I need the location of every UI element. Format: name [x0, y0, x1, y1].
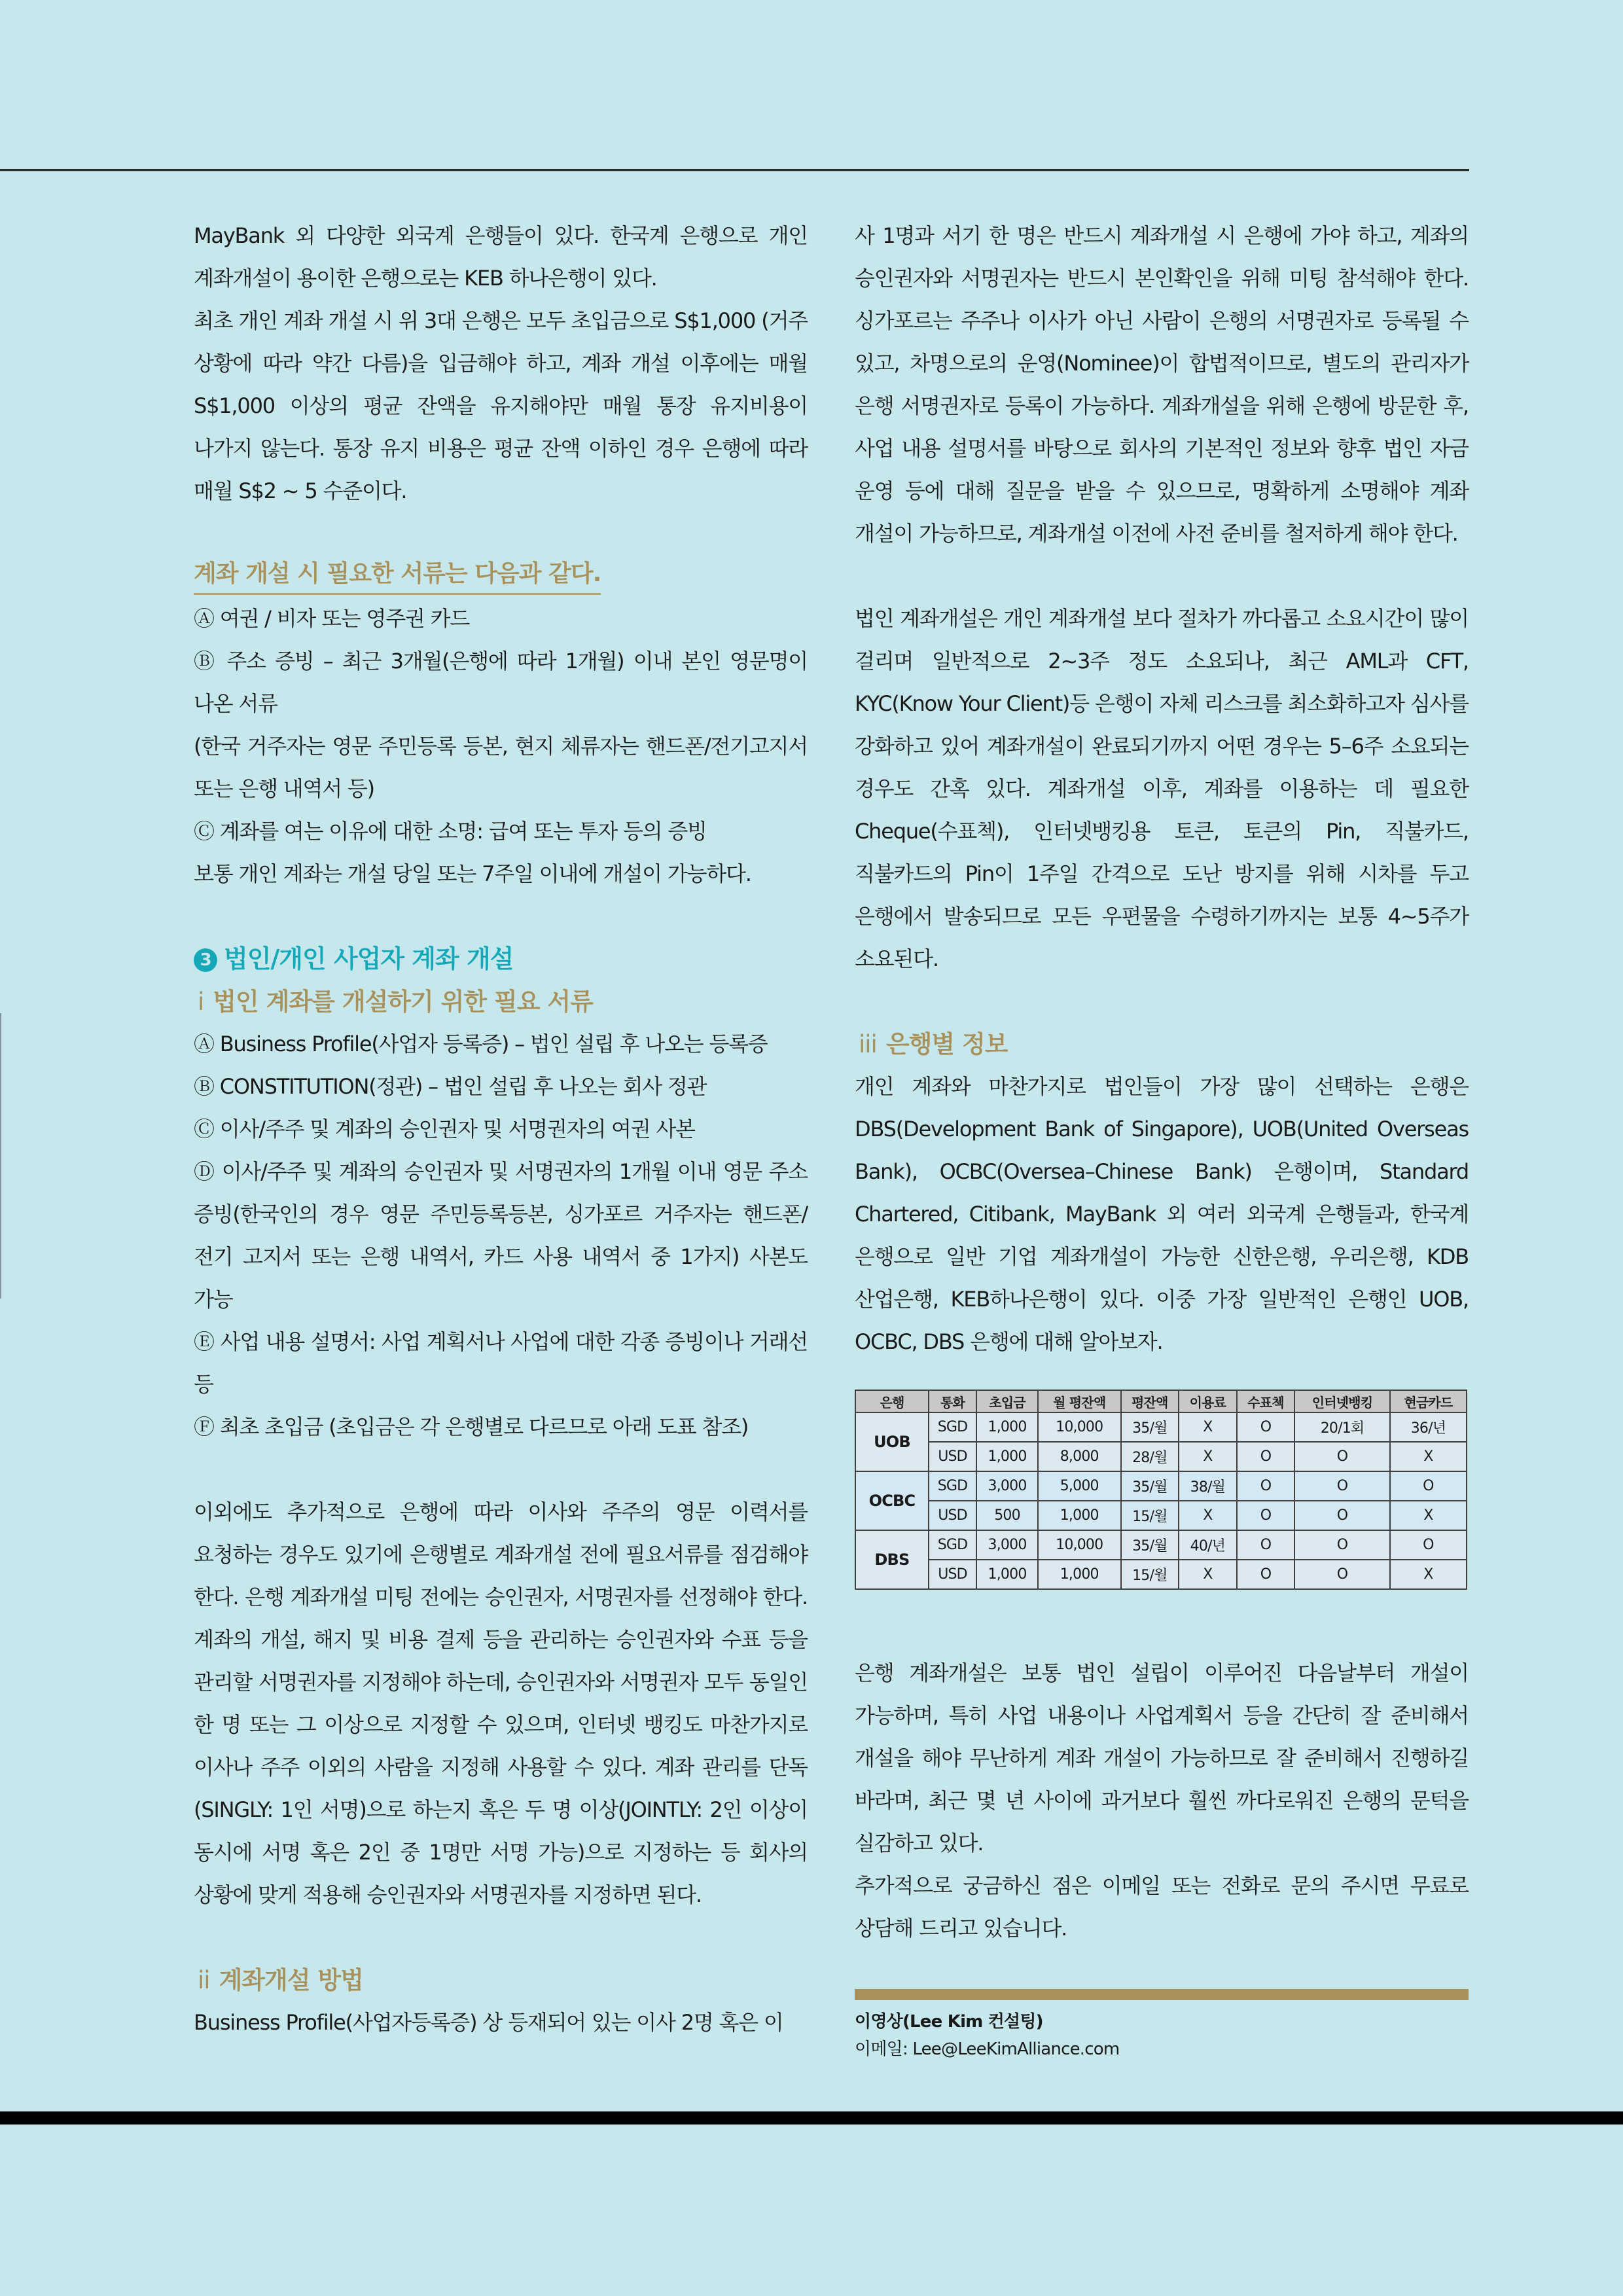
table-cell: 5,000: [1038, 1471, 1121, 1501]
additional-requirements-paragraph: 이외에도 추가적으로 은행에 따라 이사와 주주의 영문 이력서를 요청하는 경우도 있기에 은행별로 계좌개설 전에 필요서류를 점검해야 한다. 은행 계좌개설 미팅 전에는 승인권자, 서명권자를 선정해야 한다. 계좌의 개설, 해지 및 비용 결제 등을 관리하는 승인권자와 수표 등을 관리할 서명권자를 지정해야 하는데, 승인권자와 서명권자 모두 동일인 한 명 또는 그 이상으로 지정할 수 있으며, 인터넷 뱅킹도 마찬가지로 이사나 주주 이외의 사람을 지정해 사용할 수 있다. 계좌 관리를 단독(SINGLY: 1인 서명)으로 하는지 혹은 두 명 이상(JOINTLY: 2인 이상이 동시에 서명 혹은 2인 중 1명만 서명 가능)으로 지정하는 등 회사의 상황에 맞게 적용해 승인권자와 서명권자를 지정하면 된다.: [194, 1499, 808, 1907]
table-row: [855, 1442, 1467, 1471]
table-cell: 35/월: [1121, 1471, 1179, 1501]
table-row: [855, 1471, 1467, 1501]
table-cell: SGD: [929, 1412, 976, 1442]
required-docs-heading: 계좌 개설 시 필요한 서류는 다음과 같다.: [194, 555, 601, 595]
table-cell: O: [1390, 1471, 1467, 1501]
list-item: 보통 개인 계좌는 개설 당일 또는 7주일 이내에 개설이 가능하다.: [194, 861, 751, 886]
table-cell: O: [1294, 1530, 1390, 1560]
list-item: Ⓐ 여권 / 비자 또는 영주권 카드: [194, 606, 470, 631]
table-cell: O: [1237, 1560, 1295, 1589]
intro-paragraph-2: 최초 개인 계좌 개설 시 위 3대 은행은 모두 초입금으로 S$1,000 (거주 상황에 따라 약간 다름)을 입금해야 하고, 계좌 개설 이후에는 매월 S$1,000 이상의 평균 잔액을 유지해야만 매월 통장 유지비용이 나가지 않는다. 통장 유지 비용은 평균 잔액 이하인 경우 은행에 따라 매월 S$2 ~ 5 수준이다.: [194, 308, 808, 503]
list-item: Ⓑ 주소 증빙 – 최근 3개월(은행에 따라 1개월) 이내 본인 영문명이 나온 서류: [194, 649, 808, 716]
intro-paragraph-1: MayBank 외 다양한 외국계 은행들이 있다. 한국계 은행으로 개인 계좌개설이 용이한 은행으로는 KEB 하나은행이 있다.: [194, 223, 808, 291]
roman-numeral: iii: [859, 1030, 877, 1058]
list-item: Ⓐ Business Profile(사업자 등록증) – 법인 설립 후 나오는 등록증: [194, 1031, 768, 1056]
banks-paragraph: 개인 계좌와 마찬가지로 법인들이 가장 많이 선택하는 은행은 DBS(Development Bank of Singapore), UOB(United Overseas Bank), OCBC(Oversea–Chinese Bank) 은행이며, Standard Chartered, Citibank, MayBank 외 여러 외국계 은행들과, 한국계 은행으로 일반 기업 계좌개설이 가능한 신한은행, 우리은행, KDB 산업은행, KEB하나은행이 있다. 이중 가장 일반적인 은행인 UOB, OCBC, DBS 은행에 대해 알아보자.: [855, 1074, 1469, 1354]
page-edge-line: [0, 1013, 1, 1299]
table-row: [855, 1560, 1467, 1589]
table-cell: O: [1294, 1442, 1390, 1471]
table-cell: 36/년: [1390, 1412, 1467, 1442]
table-row: [855, 1530, 1467, 1560]
author-email[interactable]: 이메일: Lee@LeeKimAlliance.com: [855, 2039, 1120, 2059]
table-row: [855, 1412, 1467, 1442]
column-header: 초입금: [976, 1390, 1038, 1412]
section-3-heading: [194, 938, 808, 980]
list-item: Ⓕ 최초 초입금 (초입금은 각 은행별로 다르므로 아래 도표 참조): [194, 1414, 749, 1439]
table-cell: O: [1294, 1471, 1390, 1501]
table-cell: SGD: [929, 1471, 976, 1501]
author-divider-bar: [855, 1989, 1469, 2000]
table-cell: X: [1390, 1560, 1467, 1589]
table-cell: X: [1179, 1501, 1237, 1530]
header-rule: [0, 169, 1469, 171]
closing-paragraph-1: 은행 계좌개설은 보통 법인 설립이 이루어진 다음날부터 개설이 가능하며, 특히 사업 내용이나 사업계획서 등을 간단히 잘 준비해서 개설을 해야 무난하게 계좌 개설이 가능하므로 잘 준비해서 진행하길 바라며, 최근 몇 년 사이에 과거보다 훨씬 까다로워진 은행의 문턱을 실감하고 있다.: [855, 1660, 1469, 1856]
table-cell: O: [1237, 1530, 1295, 1560]
bank-comparison-table: [855, 1390, 1467, 1590]
column-header: 현금카드: [1390, 1390, 1467, 1412]
column-header: 평잔액: [1121, 1390, 1179, 1412]
subsection-i-heading: [194, 980, 808, 1023]
method-paragraph-continued: 사 1명과 서기 한 명은 반드시 계좌개설 시 은행에 가야 하고, 계좌의 승인권자와 서명권자는 반드시 본인확인을 위해 미팅 참석해야 한다. 싱가포르는 주주나 이사가 아닌 사람이 은행의 서명권자로 등록될 수 있고, 차명으로의 운영(Nominee)이 합법적이므로, 별도의 관리자가 은행 서명권자로 등록이 가능하다. 계좌개설을 위해 은행에 방문한 후, 사업 내용 설명서를 바탕으로 회사의 기본적인 정보와 향후 법인 자금 운영 등에 대해 질문을 받을 수 있으므로, 명확하게 소명해야 계좌 개설이 가능하므로, 계좌개설 이전에 사전 준비를 철저하게 해야 한다.: [855, 223, 1469, 546]
column-header: 이용료: [1179, 1390, 1237, 1412]
subsection-ii-title: 계좌개설 방법: [219, 1966, 363, 1994]
table-cell: O: [1237, 1501, 1295, 1530]
bank-name-cell: UOB: [855, 1412, 929, 1471]
corporate-docs-list: [194, 1023, 808, 1448]
table-cell: 3,000: [976, 1471, 1038, 1501]
subsection-i-title: 법인 계좌를 개설하기 위한 필요 서류: [213, 988, 593, 1016]
circled-number-icon: 3: [194, 948, 217, 972]
subsection-ii-heading: [194, 1959, 808, 2001]
table-cell: 1,000: [976, 1412, 1038, 1442]
table-cell: 40/년: [1179, 1530, 1237, 1560]
left-column: [194, 215, 808, 2044]
table-cell: SGD: [929, 1530, 976, 1560]
table-cell: USD: [929, 1442, 976, 1471]
list-item: Ⓓ 이사/주주 및 계좌의 승인권자 및 서명권자의 1개월 이내 영문 주소 증빙(한국인의 경우 영문 주민등록등본, 싱가포르 거주자는 핸드폰/전기 고지서 또는 은행 내역서, 카드 사용 내역서 중 1가지) 사본도 가능: [194, 1159, 808, 1312]
table-cell: 35/월: [1121, 1530, 1179, 1560]
table-cell: X: [1179, 1412, 1237, 1442]
list-item: Ⓔ 사업 내용 설명서: 사업 계획서나 사업에 대한 각종 증빙이나 거래선 등: [194, 1329, 808, 1397]
method-paragraph-start: Business Profile(사업자등록증) 상 등재되어 있는 이사 2명 혹은 이: [194, 2010, 783, 2035]
table-header-row: [855, 1390, 1467, 1412]
section-3-title: 법인/개인 사업자 계좌 개설: [224, 944, 514, 973]
personal-docs-list: [194, 598, 808, 895]
table-cell: X: [1179, 1442, 1237, 1471]
corporate-account-paragraph: 법인 계좌개설은 개인 계좌개설 보다 절차가 까다롭고 소요시간이 많이 걸리며 일반적으로 2~3주 정도 소요되나, 최근 AML과 CFT, KYC(Know Your Client)등 은행이 자체 리스크를 최소화하고자 심사를 강화하고 있어 계좌개설이 완료되기까지 어떤 경우는 5–6주 소요되는 경우도 간혹 있다. 계좌개설 이후, 계좌를 이용하는 데 필요한 Cheque(수표첵), 인터넷뱅킹용 토큰, 토큰의 Pin, 직불카드, 직불카드의 Pin이 1주일 간격으로 도난 방지를 위해 시차를 두고 은행에서 발송되므로 모든 우편물을 수령하기까지는 보통 4~5주가 소요된다.: [855, 606, 1469, 971]
table-cell: 10,000: [1038, 1530, 1121, 1560]
table-cell: O: [1294, 1560, 1390, 1589]
bank-comparison-table-wrapper: [855, 1390, 1469, 1590]
table-cell: 28/월: [1121, 1442, 1179, 1471]
table-cell: O: [1237, 1442, 1295, 1471]
column-header: 통화: [929, 1390, 976, 1412]
table-cell: USD: [929, 1501, 976, 1530]
table-cell: 38/월: [1179, 1471, 1237, 1501]
footer-bar: [0, 2111, 1623, 2125]
table-cell: 10,000: [1038, 1412, 1121, 1442]
table-cell: O: [1390, 1530, 1467, 1560]
list-item: Ⓑ CONSTITUTION(정관) – 법인 설립 후 나오는 회사 정관: [194, 1074, 707, 1099]
subsection-iii-title: 은행별 정보: [885, 1030, 1008, 1058]
bank-name-cell: OCBC: [855, 1471, 929, 1530]
list-item: Ⓒ 이사/주주 및 계좌의 승인권자 및 서명권자의 여권 사본: [194, 1117, 695, 1141]
table-cell: O: [1237, 1471, 1295, 1501]
table-row: [855, 1501, 1467, 1530]
table-cell: X: [1390, 1501, 1467, 1530]
table-cell: 1,000: [1038, 1501, 1121, 1530]
table-cell: O: [1294, 1501, 1390, 1530]
author-name: 이영상(Lee Kim 컨설팅): [855, 2012, 1043, 2032]
table-cell: 3,000: [976, 1530, 1038, 1560]
table-cell: O: [1237, 1412, 1295, 1442]
subsection-iii-heading: [855, 1023, 1469, 1066]
table-cell: 1,000: [976, 1442, 1038, 1471]
list-item: Ⓒ 계좌를 여는 이유에 대한 소명: 급여 또는 투자 등의 증빙: [194, 819, 707, 844]
right-column: [855, 215, 1469, 2063]
column-header: 수표첵: [1237, 1390, 1295, 1412]
roman-numeral: ii: [198, 1966, 210, 1994]
table-cell: 15/월: [1121, 1560, 1179, 1589]
table-cell: 35/월: [1121, 1412, 1179, 1442]
column-header: 은행: [855, 1390, 929, 1412]
roman-numeral: i: [198, 988, 204, 1016]
table-cell: 1,000: [976, 1560, 1038, 1589]
table-cell: 1,000: [1038, 1560, 1121, 1589]
closing-paragraph-2: 추가적으로 궁금하신 점은 이메일 또는 전화로 문의 주시면 무료로 상담해 드리고 있습니다.: [855, 1873, 1469, 1941]
table-cell: 8,000: [1038, 1442, 1121, 1471]
bank-name-cell: DBS: [855, 1530, 929, 1589]
column-header: 월 평잔액: [1038, 1390, 1121, 1412]
column-header: 인터넷뱅킹: [1294, 1390, 1390, 1412]
table-cell: 500: [976, 1501, 1038, 1530]
table-cell: USD: [929, 1560, 976, 1589]
list-item: (한국 거주자는 영문 주민등록 등본, 현지 체류자는 핸드폰/전기고지서 또는 은행 내역서 등): [194, 734, 808, 801]
table-cell: X: [1390, 1442, 1467, 1471]
table-cell: X: [1179, 1560, 1237, 1589]
table-cell: 15/월: [1121, 1501, 1179, 1530]
table-cell: 20/1회: [1294, 1412, 1390, 1442]
